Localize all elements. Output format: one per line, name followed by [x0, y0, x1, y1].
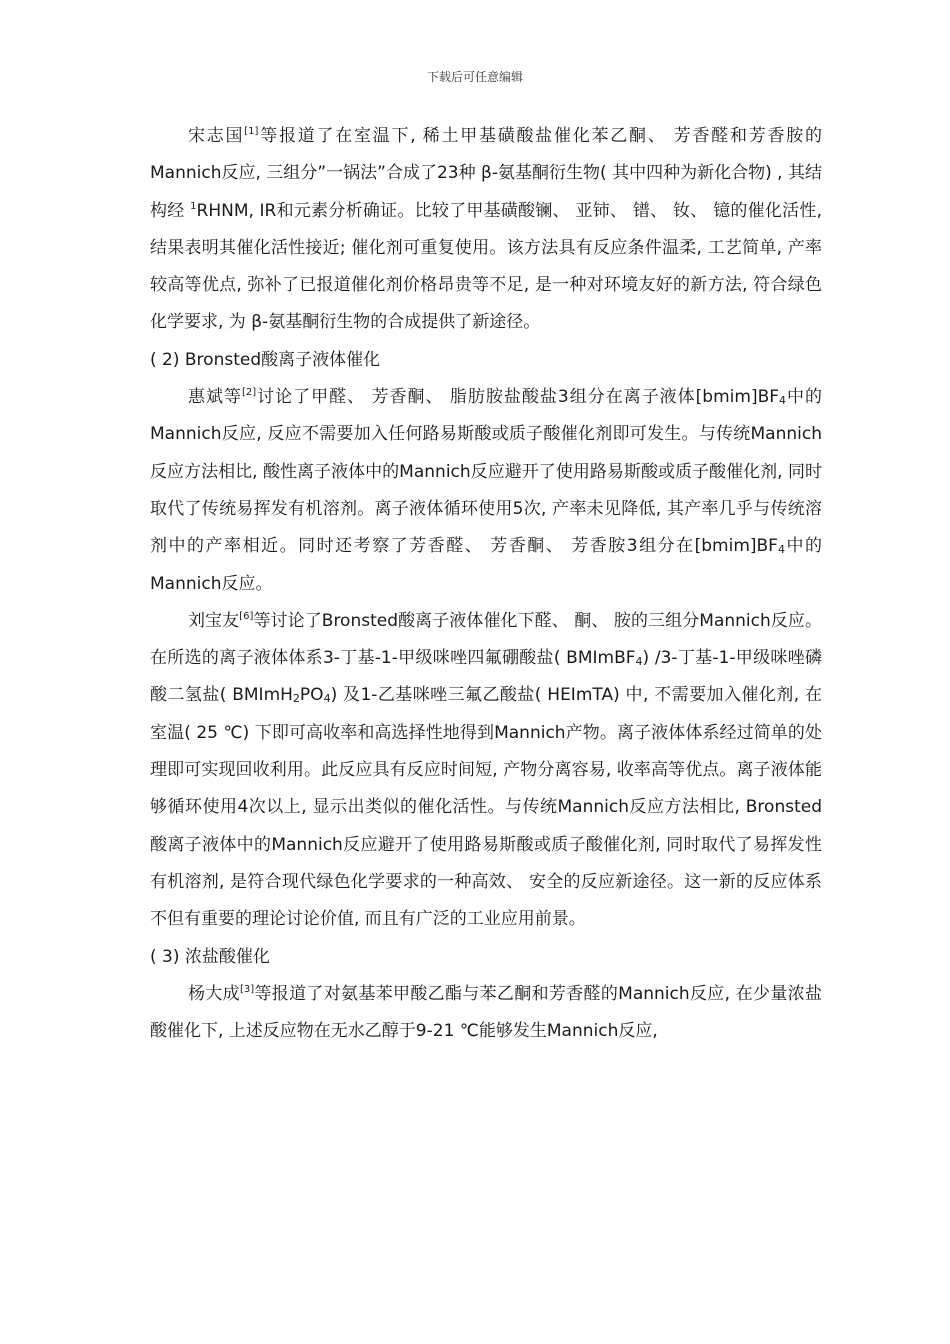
subscript: 2: [292, 692, 300, 706]
document-body: [150, 118, 822, 1050]
text-span: 刘宝友: [188, 610, 240, 631]
text-span: 讨论了甲醛、 芳香酮、 脂肪胺盐酸盐3组分在离子液体[bmim]BF: [256, 387, 780, 408]
text-span: ) /3-丁基-1-甲级咪唑磷酸二氢盐( BMImH: [150, 648, 822, 706]
text-span: 宋志国: [188, 126, 245, 146]
superscript: 1: [190, 200, 197, 212]
header-text: 下载后可任意编辑: [426, 70, 523, 84]
text-span: 惠斌等: [188, 387, 242, 408]
section-heading-3: ( 3) 浓盐酸催化: [150, 946, 270, 967]
text-span: 等报道了对氨基苯甲酸乙酯与苯乙酮和芳香醛的Mannich反应, 在少量浓盐酸催化下, 上述反应物在无水乙醇于9-21 ℃能够发生Mannich反应,: [150, 983, 822, 1042]
text-span: 中的Mannich反应。: [150, 536, 823, 594]
text-span: RHNM, IR和元素分析确证。比较了甲基磺酸镧、 亚铈、 镨、 钕、 镱的催化活性, 结果表明其催化活性接近; 催化剂可重复使用。该方法具有反应条件温柔, 工艺简单, 产率较高等优点, 弥补了已报道催化剂价格昂贵等不足, 是一种对环境友好的新方法, 符合绿色化学要求, 为 β-氨基酮衍生物的合成提供了新途径。: [150, 200, 822, 333]
paragraph-2: [150, 379, 822, 603]
subscript: 4: [323, 692, 331, 706]
citation-ref: [6]: [239, 610, 254, 622]
subscript: 4: [635, 655, 643, 669]
text-span: 等讨论了Bronsted酸离子液体催化下醛、 酮、 胺的三组分Mannich反应。在所选的离子液体体系3-丁基-1-甲级咪唑四氟硼酸盐( BMImBF: [150, 610, 823, 669]
subscript: 4: [779, 394, 787, 408]
section-heading-2: ( 2) Bronsted酸离子液体催化: [150, 349, 381, 370]
subscript: 4: [777, 543, 785, 557]
paragraph-4: [150, 976, 822, 1051]
text-span: PO: [299, 685, 324, 706]
text-span: 等报道了在室温下, 稀土甲基磺酸盐催化苯乙酮、 芳香醛和芳香胺的Mannich反应, 三组分”一锅法”合成了23种 β-氨基酮衍生物( 其中四种为新化合物) , 其结构经: [150, 126, 822, 221]
paragraph-1: [150, 118, 822, 342]
text-span: 中的Mannich反应, 反应不需要加入任何路易斯酸或质子酸催化剂即可发生。与传统Mannich反应方法相比, 酸性离子液体中的Mannich反应避开了使用路易斯酸或质子酸催化剂, 同时取代了传统易挥发有机溶剂。离子液体循环使用5次, 产率未见降低, 其产率几乎与传统溶剂中的产率相近。同时还考察了芳香醛、 芳香酮、 芳香胺3组分在[bmim]BF: [150, 387, 823, 557]
text-span: 杨大成: [188, 983, 240, 1004]
paragraph-3: [150, 603, 822, 939]
citation-ref: [1]: [244, 126, 259, 137]
citation-ref: [2]: [242, 387, 257, 399]
page-header: [0, 68, 950, 85]
text-span: ) 及1-乙基咪唑三氟乙酸盐( HEImTA) 中, 不需要加入催化剂, 在室温( 25 ℃) 下即可高收率和高选择性地得到Mannich产物。离子液体体系经过简单的处理即可实现回收利用。此反应具有反应时间短, 产物分离容易, 收率高等优点。离子液体能够循环使用4次以上, 显示出类似的催化活性。与传统Mannich反应方法相比, Bronsted酸离子液体中的Mannich反应避开了使用路易斯酸或质子酸催化剂, 同时取代了易挥发性有机溶剂, 是符合现代绿色化学要求的一种高效、 安全的反应新途径。这一新的反应体系不但有重要的理论讨论价值, 而且有广泛的工业应用前景。: [150, 685, 822, 930]
citation-ref: [3]: [239, 983, 255, 995]
